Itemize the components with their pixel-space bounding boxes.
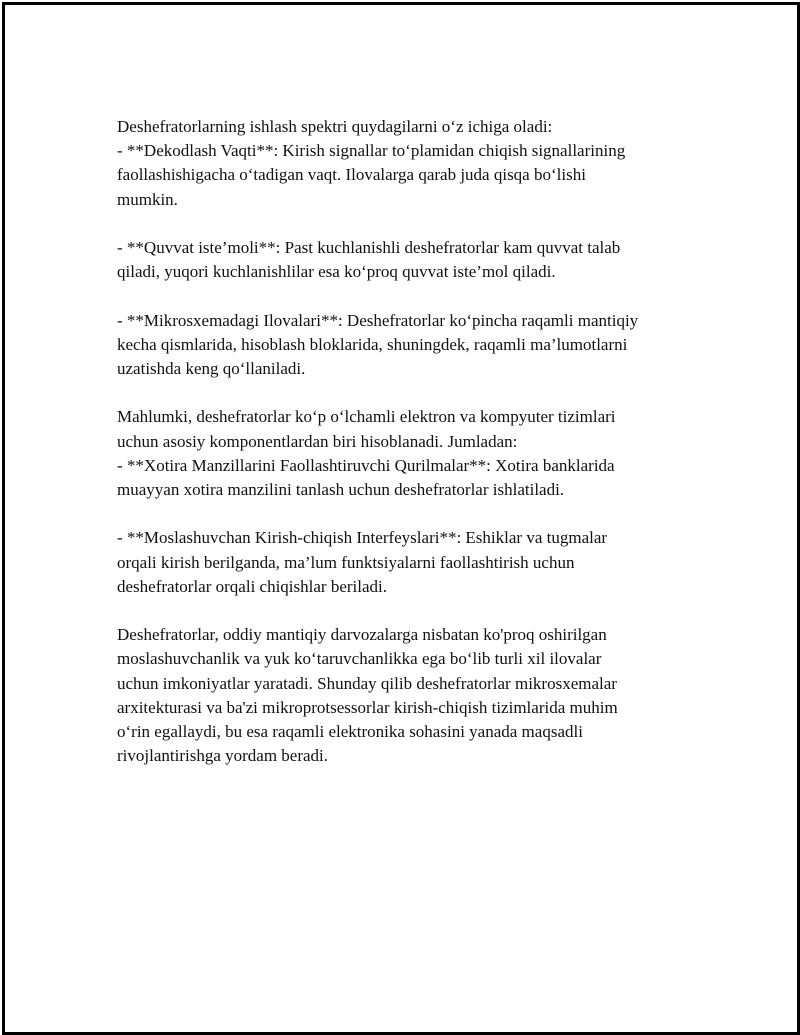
text-line: rivojlantirishga yordam beradi. [117, 746, 329, 766]
text-line: Deshefratorlarning ishlash spektri quydagilarni o‘z ichiga oladi: [117, 117, 553, 136]
paragraph-spectrum [117, 115, 697, 212]
text-line: faollashishigacha o‘tadigan vaqt. Ilovalarga qarab juda qisqa bo‘lishi [117, 165, 586, 185]
paragraph-power [117, 236, 697, 284]
text-line: uchun asosiy komponentlardan biri hisoblanadi. Jumladan: [117, 431, 518, 451]
text-line: muayyan xotira manzilini tanlash uchun deshefratorlar ishlatiladi. [117, 480, 565, 499]
text-line: - **Quvvat iste’moli**: Past kuchlanishli deshefratorlar kam quvvat talab [117, 238, 621, 257]
text-line: orqali kirish berilganda, ma’lum funktsiyalarni faollashtirish uchun [117, 552, 575, 572]
text-line: arxitekturasi va ba'zi mikroprotsessorlar kirish-chiqish tizimlarida muhim [117, 697, 618, 717]
text-line: uchun imkoniyatlar yaratadi. Shunday qilib deshefratorlar mikrosxemalar [117, 673, 617, 693]
document-body [117, 115, 697, 793]
paragraph-conclusion [117, 623, 697, 768]
paragraph-applications [117, 309, 697, 382]
text-line: qiladi, yuqori kuchlanishlilar esa ko‘proq quvvat iste’mol qiladi. [117, 262, 556, 282]
text-line: - **Mikrosxemadagi Ilovalari**: Deshefratorlar ko‘pincha raqamli mantiqiy [117, 310, 639, 330]
text-line: o‘rin egallaydi, bu esa raqamli elektronika sohasini yanada maqsadli [117, 722, 583, 741]
text-line: Deshefratorlar, oddiy mantiqiy darvozalarga nisbatan ko'proq oshirilgan [117, 625, 607, 645]
text-line: - **Xotira Manzillarini Faollashtiruvchi Qurilmalar**: Xotira banklarida [117, 455, 615, 475]
text-line: kecha qismlarida, hisoblash bloklarida, shuningdek, raqamli ma’lumotlarni [117, 334, 628, 354]
paragraph-memory [117, 405, 697, 502]
paragraph-interfaces [117, 526, 697, 599]
text-line: - **Dekodlash Vaqti**: Kirish signallar to‘plamidan chiqish signallarining [117, 141, 626, 161]
text-line: moslashuvchanlik va yuk ko‘taruvchanlikka ega bo‘lib turli xil ilovalar [117, 649, 602, 669]
text-line: Mahlumki, deshefratorlar ko‘p o‘lchamli elektron va kompyuter tizimlari [117, 407, 616, 427]
text-line: - **Moslashuvchan Kirish-chiqish Interfeyslari**: Eshiklar va tugmalar [117, 528, 608, 548]
text-line: deshefratorlar orqali chiqishlar beriladi. [117, 576, 387, 596]
text-line: mumkin. [117, 189, 178, 209]
text-line: uzatishda keng qo‘llaniladi. [117, 359, 306, 378]
